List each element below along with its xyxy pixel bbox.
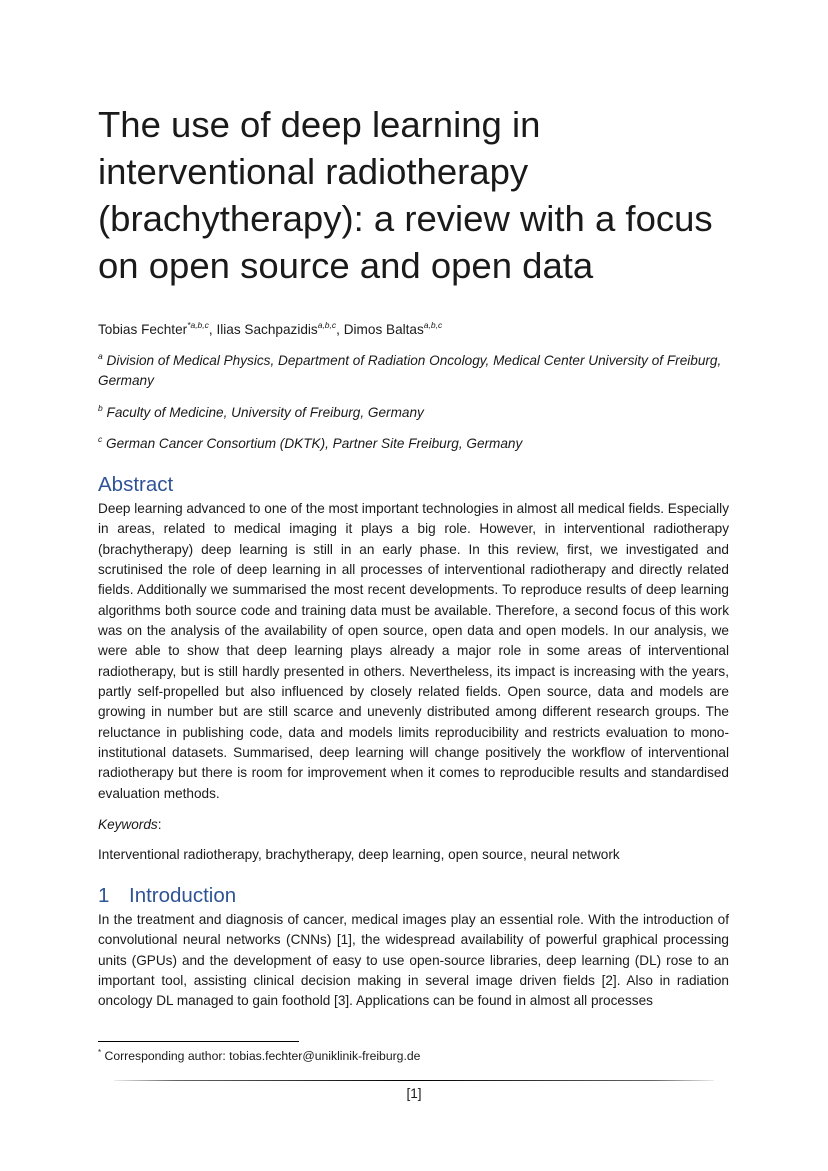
footnote-divider <box>98 1041 299 1042</box>
affiliation-mark: a <box>98 351 103 361</box>
author-affiliation-marks: a,b,c <box>423 320 443 330</box>
keywords-label-text: Keywords <box>98 817 158 832</box>
author-name: Tobias Fechter <box>98 322 188 337</box>
affiliation-text: Division of Medical Physics, Department of Radiation Oncology, Medical Center University of Freiburg, Germany <box>98 353 722 388</box>
author-separator: , <box>336 322 344 337</box>
affiliation-text: Faculty of Medicine, University of Freiburg, Germany <box>106 405 424 420</box>
affiliation <box>98 403 738 423</box>
author-list <box>98 320 442 340</box>
abstract-heading: Abstract <box>98 473 174 496</box>
affiliation-mark: c <box>98 434 103 444</box>
affiliation-mark: b <box>98 403 103 413</box>
author-name: Dimos Baltas <box>343 322 424 337</box>
author-affiliation-marks: a,b,c <box>317 320 337 330</box>
abstract-body: Deep learning advanced to one of the most important technologies in almost all medical fields. Especially in areas, related to medical imaging it plays a big role. However, in interventional radiotherapy (brachytherapy) deep learning is still in an early phase. In this review, first, we investigated and scrutinised the role of deep learning in all processes of interventional radiotherapy and directly related fields. Additionally we summarised the most recent developments. To reproduce results of deep learning algorithms both source code and training data must be available. Therefore, a second focus of this work was on the analysis of the availability of open source, open data and open models. In our analysis, we were able to show that deep learning plays already a major role in some areas of interventional radiotherapy, but is still hardly presented in others. Nevertheless, its impact is increasing with the years, partly self-propelled but also influenced by closely related fields. Open source, data and models are growing in number but are still scarce and unevenly distributed among different research groups. The reluctance in publishing code, data and models limits reproducibility and restricts evaluation to mono-institutional datasets. Summarised, deep learning will change positively the workflow of interventional radiotherapy but there is room for improvement when it comes to reproducible results and standardised evaluation methods. <box>98 501 729 801</box>
affiliation-text: German Cancer Consortium (DKTK), Partner Site Freiburg, Germany <box>106 436 523 451</box>
introduction-body: In the treatment and diagnosis of cancer, medical images play an essential role. With the introduction of convolutional neural networks (CNNs) [1], the widespread availability of powerful graphical processing units (GPUs) and the development of easy to use open-source libraries, deep learning (DL) rose to an important tool, assisting clinical decision making in several image driven fields [2]. Also in radiation oncology DL managed to gain foothold [3]. Applications can be found in almost all processes <box>98 912 729 1009</box>
section-title: Introduction <box>129 884 237 907</box>
keywords-colon: : <box>157 817 162 832</box>
introduction-heading <box>98 883 236 909</box>
page-number: [1] <box>406 1086 422 1101</box>
footnote-text: Corresponding author: tobias.fechter@uniklinik-freiburg.de <box>104 1049 421 1063</box>
author-separator: , <box>208 322 217 337</box>
footer-divider <box>114 1080 714 1081</box>
footnote <box>98 1047 420 1065</box>
paper-title: The use of deep learning in interventional radiotherapy (brachytherapy): a review with a focus on open source and open data <box>98 104 713 286</box>
affiliation <box>98 434 738 454</box>
footnote-mark: * <box>98 1048 102 1057</box>
author-affiliation-marks: *a,b,c <box>187 320 209 330</box>
author-name: Ilias Sachpazidis <box>216 322 318 337</box>
section-number: 1 <box>98 884 110 907</box>
keywords-list: Interventional radiotherapy, brachytherapy, deep learning, open source, neural network <box>98 847 620 862</box>
affiliation <box>98 351 738 391</box>
keywords-label <box>98 815 161 835</box>
